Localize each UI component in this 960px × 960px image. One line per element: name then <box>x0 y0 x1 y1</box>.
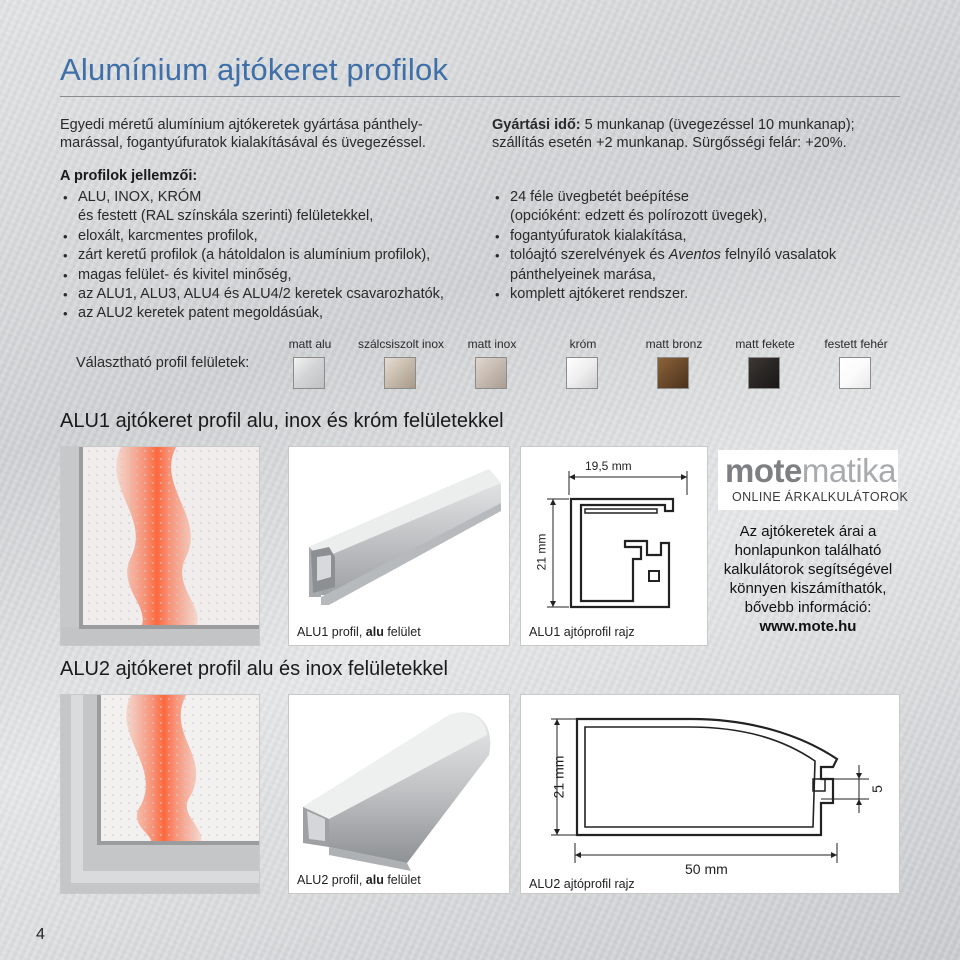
alu1-profile-drawing <box>521 447 708 646</box>
alu2-small-dimension: 5 <box>868 785 885 793</box>
swatch-label-matt-fekete: matt fekete <box>735 337 795 351</box>
finishes-label: Választható profil felületek: <box>76 355 250 371</box>
logo-subtitle: ONLINE ÁRKALKULÁTOROK <box>732 490 909 504</box>
list-item: • ALU, INOX, KRÓM <box>63 189 202 205</box>
list-item: • az ALU1, ALU3, ALU4 és ALU4/2 keretek csavarozhatók, <box>63 286 444 303</box>
price-info: Az ajtókeretek árai a honlapunkon található kalkulátorok segítségével könnyen kiszámíthatók, bővebb információ: www.mote.hu <box>718 522 898 636</box>
intro-line: Egyedi méretű alumínium ajtókeretek gyártása pánthely- <box>60 117 423 133</box>
alu1-frame-image <box>61 447 260 646</box>
alu2-profile-image <box>289 695 510 894</box>
list-item: pánthelyeinek marása, <box>510 266 656 283</box>
swatch-label-matt-inox: matt inox <box>467 337 517 351</box>
alu1-frame-photo <box>60 446 260 646</box>
alu1-photo-caption: ALU1 profil, alu felület <box>297 625 421 639</box>
swatch-label-krom: króm <box>569 337 597 351</box>
alu2-frame-image <box>61 695 260 894</box>
list-item: • magas felület- és kivitel minőség, <box>63 266 292 283</box>
features-list-left <box>60 188 480 324</box>
swatch-matt-alu[interactable] <box>293 357 325 389</box>
alu2-width-dimension: 50 mm <box>685 861 728 877</box>
title-divider <box>60 96 900 97</box>
alu1-heading: ALU1 ajtókeret profil alu, inox és króm felületekkel <box>60 410 504 432</box>
features-title: A profilok jellemzői: <box>60 168 198 184</box>
website-link[interactable]: www.mote.hu <box>759 618 857 635</box>
swatch-label-festett-feher: festett fehér <box>824 337 888 351</box>
production-line: szállítás esetén +2 munkanap. Sürgősségi felár: +20%. <box>492 135 847 151</box>
list-item: és festett (RAL színskála szerinti) felületekkel, <box>78 208 374 225</box>
intro-text <box>60 116 470 152</box>
intro-line: marással, fogantyúfuratok kialakításával és üvegezéssel. <box>60 135 426 151</box>
alu2-photo-caption: ALU2 profil, alu felület <box>297 873 421 887</box>
swatch-matt-fekete[interactable] <box>748 357 780 389</box>
alu2-height-dimension: 21 mm <box>550 755 567 799</box>
alu2-heading: ALU2 ajtókeret profil alu és inox felületekkel <box>60 658 448 680</box>
alu1-profile-image <box>289 447 510 646</box>
features-list-right <box>492 188 912 304</box>
alu2-profile-photo <box>288 694 510 894</box>
list-item: • zárt keretű profilok (a hátoldalon is alumínium profilok), <box>63 247 431 264</box>
swatch-festett-feher[interactable] <box>839 357 871 389</box>
alu1-height-dimension: 21 mm <box>534 533 549 571</box>
swatch-label-matt-alu: matt alu <box>288 337 332 351</box>
list-item: • az ALU2 keretek patent megoldásúak, <box>63 305 324 322</box>
production-info <box>492 116 912 152</box>
list-item: • fogantyúfuratok kialakítása, <box>495 227 687 244</box>
alu2-drawing <box>520 694 900 894</box>
page-number: 4 <box>36 926 45 943</box>
swatch-matt-inox[interactable] <box>475 357 507 389</box>
alu1-profile-photo <box>288 446 510 646</box>
production-label: Gyártási idő: <box>492 117 581 133</box>
list-item: (opcióként: edzett és polírozott üvegek), <box>510 208 768 225</box>
alu2-frame-photo <box>60 694 260 894</box>
swatch-label-szalcsiszolt-inox: szálcsiszolt inox <box>357 337 445 351</box>
alu1-width-dimension: 19,5 mm <box>585 459 632 473</box>
alu1-drawing-caption: ALU1 ajtóprofil rajz <box>529 625 635 639</box>
swatch-krom[interactable] <box>566 357 598 389</box>
swatch-label-matt-bronz: matt bronz <box>645 337 703 351</box>
list-item: • komplett ajtókeret rendszer. <box>495 286 689 303</box>
alu2-drawing-caption: ALU2 ajtóprofil rajz <box>529 877 635 891</box>
swatch-matt-bronz[interactable] <box>657 357 689 389</box>
page-title: Alumínium ajtókeret profilok <box>60 52 449 87</box>
swatch-szalcsiszolt-inox[interactable] <box>384 357 416 389</box>
alu1-drawing <box>520 446 708 646</box>
motematika-logo: motematika <box>725 452 897 489</box>
production-value: 5 munkanap (üvegezéssel 10 munkanap); <box>584 117 855 133</box>
list-item: • tolóajtó szerelvények és Aventos felnyíló vasalatok <box>495 247 837 264</box>
list-item: • eloxált, karcmentes profilok, <box>63 227 258 244</box>
list-item: • 24 féle üvegbetét beépítése <box>495 189 689 205</box>
production-line <box>492 116 912 134</box>
